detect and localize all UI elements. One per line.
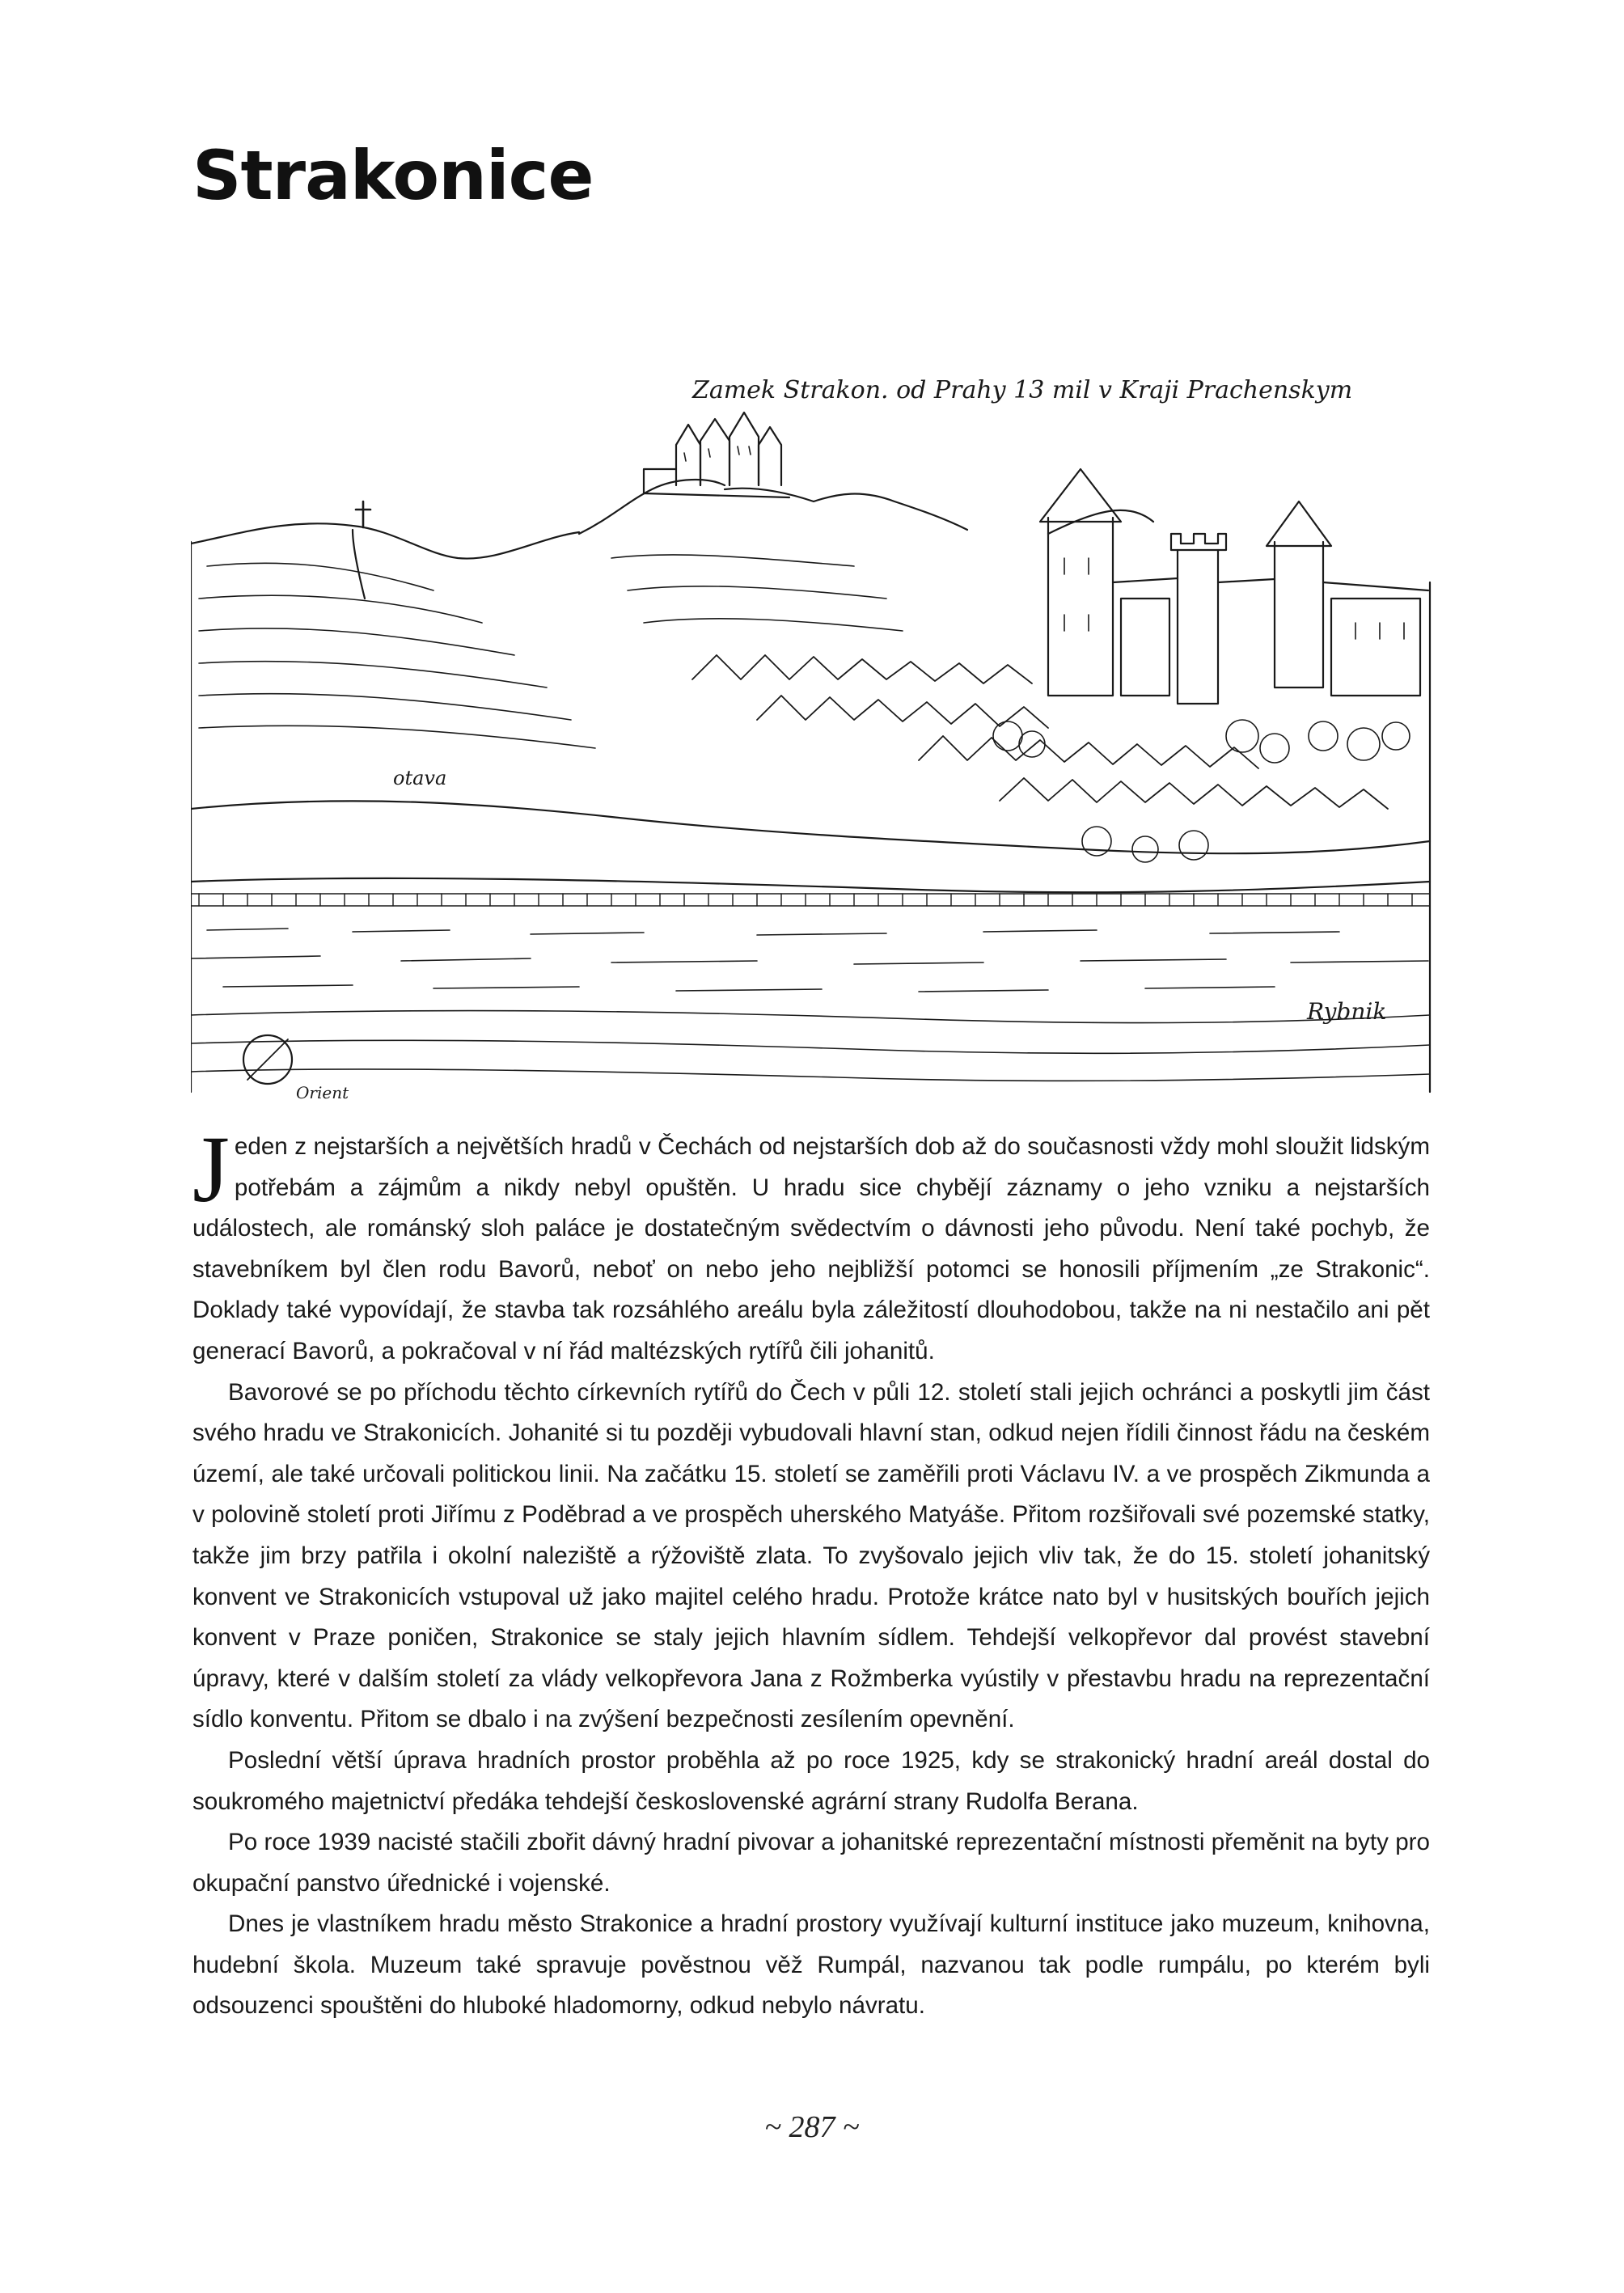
paragraph-2: Bavorové se po příchodu těchto církevních rytířů do Čech v půli 12. století stali jejich ochránci a poskytli jim část svého hradu ve Strakonicích. Johanité si tu později vybudovali hlavní stan, odkud nejen řídili činnost řádu na českém území, ale také určovali politickou linii. Na začátku 15. století se zaměřili proti Václavu IV. a ve prospěch Zikmunda a v polovině století proti Jiřímu z Poděbrad a ve prospěch uherského Matyáše. Přitom rozšiřovali své pozemské statky, takže jim brzy patřila i okolní naleziště a rýžoviště zlata. To zvyšovalo jejich vliv tak, že do 15. století johanitský konvent ve Strakonicích vstupoval už jako majitel celého hradu. Protože krátce nato byl v husitských bouřích jejich konvent v Praze poničen, Strakonice se staly jejich hlavním sídlem. Tehdejší velkopřevor dal provést stavební úpravy, které v dalším století za vlády velkopřevora Jana z Rožmberka vyústily v přestavbu hradu na reprezentační sídlo konventu. Přitom se dbalo i na zvýšení bezpečnosti zesílením opevnění. — [192, 1378, 1430, 1733]
town-buildings — [1040, 469, 1428, 704]
fence-lines — [191, 894, 1430, 906]
engraving-drawing — [191, 356, 1432, 1100]
castle-engraving-illustration — [191, 356, 1432, 1100]
river-bank-lower — [191, 878, 1430, 892]
drop-cap: J — [192, 1116, 230, 1222]
page-number: ~ 287 ~ — [764, 2110, 860, 2144]
paragraph-5: Dnes je vlastníkem hradu město Strakonice a hradní prostory využívají kulturní instituce jako muzeum, knihovna, hudební škola. Muzeum také spravuje pověstnou věž Rumpál, nazvanou tak podle rumpálu, po kterém byli odsouzenci spouštěni do hluboké hladomorny, odkud nebylo návratu. — [192, 1910, 1430, 2020]
town-roofs — [692, 655, 1388, 809]
compass-drawing — [243, 1035, 292, 1084]
hill-left-outline — [191, 523, 579, 558]
paragraph-4: Po roce 1939 nacisté stačili zbořit dávný hradní pivovar a johanitské reprezentační místnosti přeměnit na byty pro okupační panstvo úřednické i vojenské. — [192, 1829, 1430, 1897]
page-title: Strakonice — [192, 136, 594, 215]
river-label: otava — [393, 767, 447, 789]
paragraph-1-text: eden z nejstarších a největších hradů v Čechách od nejstarších dob až do současnosti vždy mohl sloužit lidským potřebám a zájmům a nikdy nebyl opuštěn. U hradu sice chybějí záznamy o jeho vzniku a nejstarších událostech, ale románský sloh paláce je dostatečným svědectvím o dávnosti jeho původu. Není také pochyb, že stavebníkem byl člen rodu Bavorů, neboť on nebo jeho nejbližší potomci se honosili příjmením „ze Strakonic“. Doklady také vypovídají, že stavba tak rozsáhlého areálu byla záležitostí dlouhodobou, takže na ni nestačilo ani pět generací Bavorů, a pokračoval v ní řád maltézských rytířů čili johanitů. — [192, 1133, 1430, 1364]
trees — [993, 720, 1410, 862]
article-body — [192, 1116, 1430, 2027]
water-waves — [191, 929, 1430, 1081]
paragraph-3: Poslední větší úprava hradních prostor proběhla až po roce 1925, kdy se strakonický hradní areál dostal do soukromého majetnictví předáka tehdejší československé agrární strany Rudolfa Berana. — [192, 1746, 1430, 1815]
hill-cross — [356, 501, 370, 527]
castle-hill-outline — [579, 480, 725, 534]
river-bank-upper — [191, 801, 1430, 853]
paragraph-1 — [192, 1116, 1430, 1373]
compass-label: Orient — [296, 1083, 349, 1100]
handwritten-caption: Zamek Strakon. od Prahy 13 mil v Kraji Prachenskym — [692, 376, 1353, 404]
hill-right-outline — [725, 489, 967, 530]
corner-label: Rybnik — [1307, 998, 1387, 1025]
